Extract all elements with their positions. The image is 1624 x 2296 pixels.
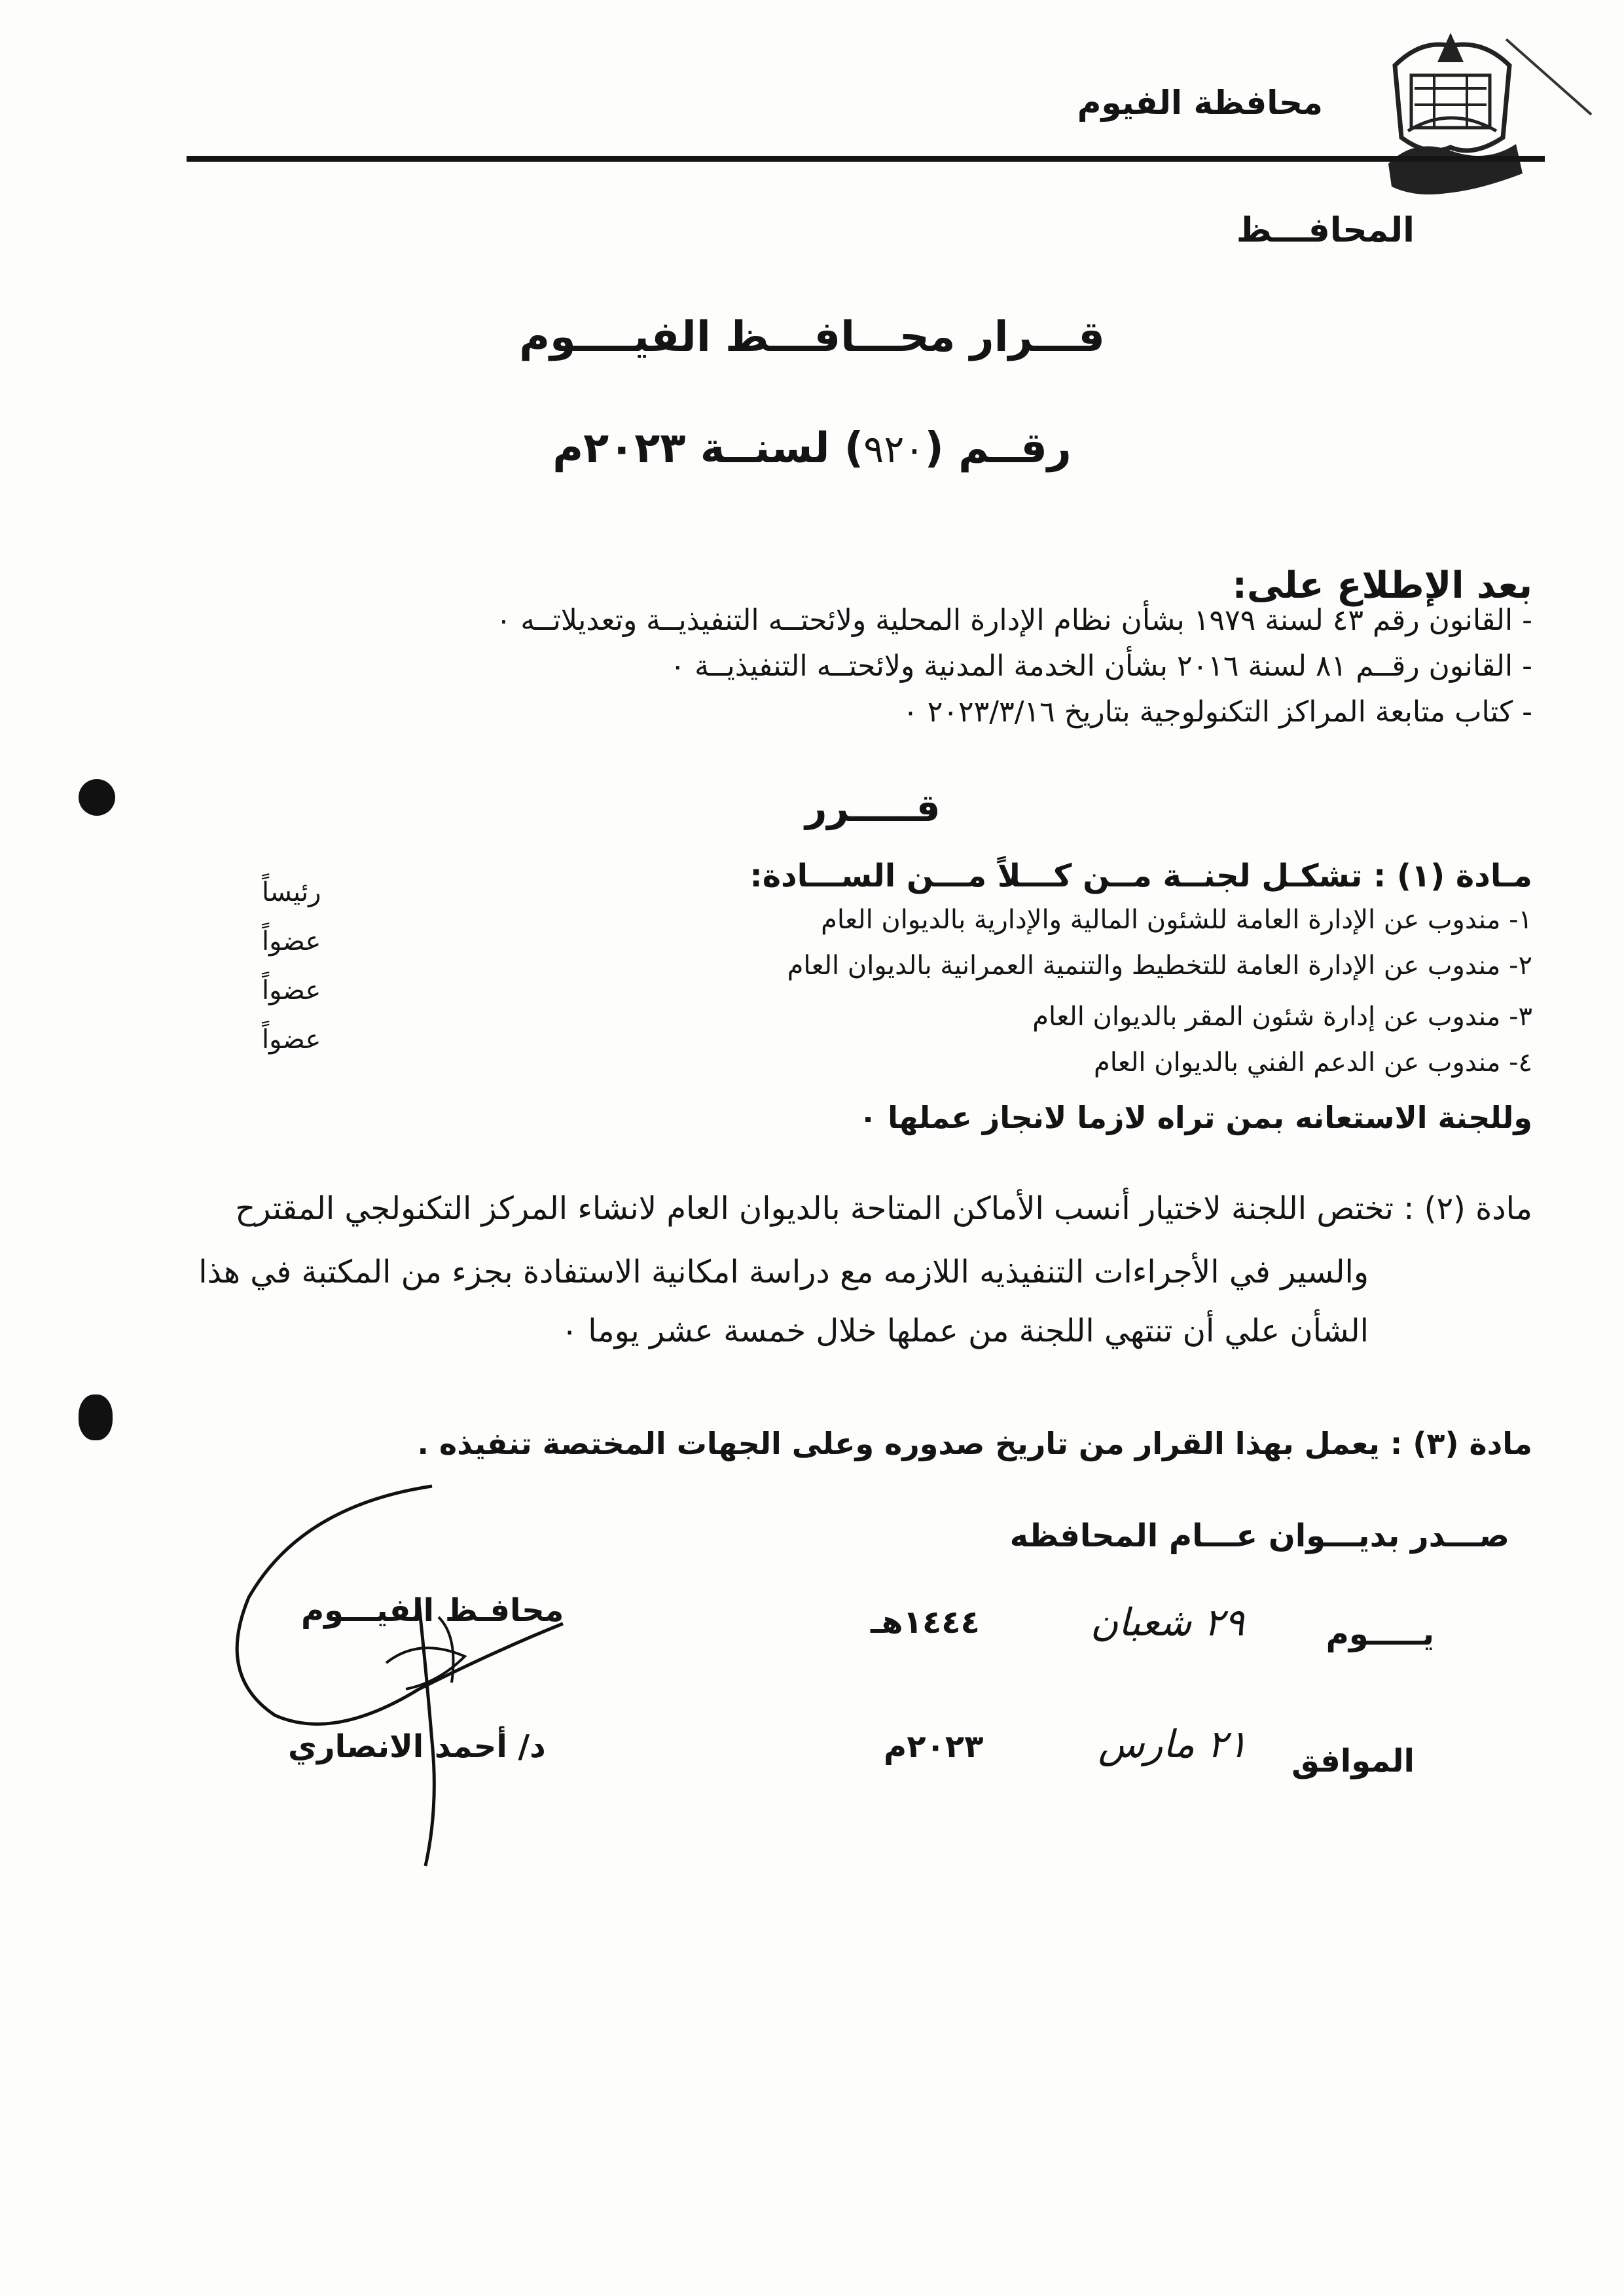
member-role: عضواً xyxy=(262,926,321,957)
issued-at: صـــدر بديـــوان عـــام المحافظه xyxy=(1009,1518,1509,1554)
decree-number-prefix: رقــم ( xyxy=(924,424,1072,473)
member-role: عضواً xyxy=(262,1025,321,1055)
header-rule xyxy=(187,156,1545,162)
article-1-heading: مـادة (١) : تشكـل لجنــة مــن كـــلاً مـــن الســـادة: xyxy=(749,858,1532,894)
binder-hole xyxy=(79,779,115,816)
article-2-line: مادة (٢) : تختص اللجنة لاختيار أنسب الأماكن المتاحة بالديوان العام لانشاء المركز التكنولجي المقترح xyxy=(235,1190,1532,1227)
day-label: يـــــوم xyxy=(1326,1616,1434,1652)
hijri-year: ١٤٤٤هـ xyxy=(871,1604,980,1641)
corresponding-label: الموافق xyxy=(1291,1743,1415,1779)
signatory-name: د/ أحمد الانصاري xyxy=(288,1728,546,1765)
article-2-line: والسير في الأجراءات التنفيذيه اللازمه مع دراسة امكانية الاستفادة بجزء من المكتبة في هذا xyxy=(198,1254,1369,1290)
governorate-name: محافظة الفيوم xyxy=(1077,84,1323,122)
decree-number-value: ٩٢٠ xyxy=(863,427,925,471)
scan-corner-mark xyxy=(1493,33,1598,137)
handwritten-signature xyxy=(223,1467,628,1872)
preamble-item: - القانون رقم ٤٣ لسنة ١٩٧٩ بشأن نظام الإدارة المحلية ولائحتــه التنفيذيــة وتعديلاتــه ٠ xyxy=(496,604,1532,637)
article-3-line: مادة (٣) : يعمل بهذا القرار من تاريخ صدوره وعلى الجهات المختصة تنفيذه . xyxy=(417,1426,1532,1461)
gregorian-day-handwritten: ٢١ مارس xyxy=(1098,1722,1248,1766)
preamble-item: - القانون رقــم ٨١ لسنة ٢٠١٦ بشأن الخدمة المدنية ولائحتــه التنفيذيــة ٠ xyxy=(670,649,1532,683)
decree-number xyxy=(0,424,1624,473)
decree-title: قـــرار محـــافـــظ الفيــــوم xyxy=(519,313,1105,361)
member-role: رئيساً xyxy=(262,877,321,907)
hijri-day-handwritten: ٢٩ شعبان xyxy=(1090,1600,1244,1645)
article-1-note: وللجنة الاستعانه بمن تراه لازما لانجاز عملها ٠ xyxy=(858,1100,1532,1135)
gregorian-year: ٢٠٢٣م xyxy=(884,1728,984,1765)
article-2-line: الشأن علي أن تنتهي اللجنة من عملها خلال خمسة عشر يوما ٠ xyxy=(561,1313,1369,1349)
binder-hole xyxy=(79,1394,113,1440)
office-label: المحافـــظ xyxy=(1236,211,1415,250)
member-role: عضواً xyxy=(262,975,321,1006)
member-item: ٢- مندوب عن الإدارة العامة للتخطيط والتنمية العمرانية بالديوان العام xyxy=(787,951,1532,981)
preamble-title: بعد الإطلاع على: xyxy=(1232,564,1532,607)
member-item: ١- مندوب عن الإدارة العامة للشئون المالية والإدارية بالديوان العام xyxy=(821,905,1532,935)
preamble-item: - كتاب متابعة المراكز التكنولوجية بتاريخ ٢٠٢٣/٣/١٦ ٠ xyxy=(903,695,1532,729)
member-item: ٣- مندوب عن إدارة شئون المقر بالديوان العام xyxy=(1032,1002,1532,1032)
member-item: ٤- مندوب عن الدعم الفني بالديوان العام xyxy=(1093,1048,1532,1078)
decree-number-suffix: ) لسنــة ٢٠٢٣م xyxy=(552,424,864,473)
signatory-title: محافـظ الفيـــوم xyxy=(301,1592,564,1629)
decided-heading: قـــــرر xyxy=(805,786,941,830)
